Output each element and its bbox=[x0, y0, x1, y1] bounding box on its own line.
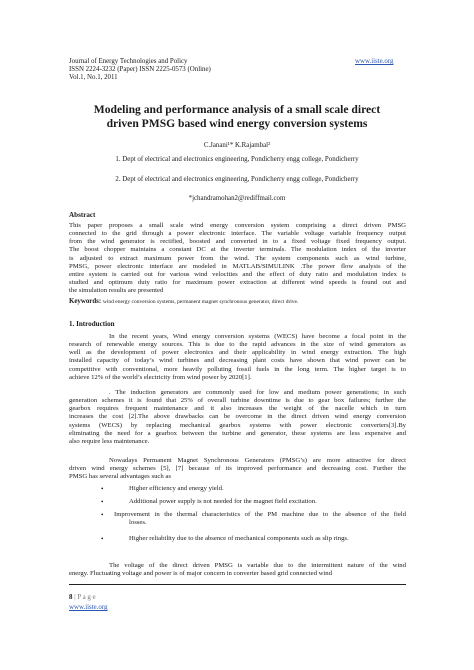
list-item-text: Additional power supply is not needed for the magnet field excitation. bbox=[129, 498, 317, 505]
affiliation-1: 1. Dept of electrical and electronics engineering, Pondicherry engg college, Pondicherry bbox=[115, 156, 359, 163]
text-line: from the wind generator is rectified, boosted and converted in to a fixed voltage fixed frequency output. bbox=[69, 238, 406, 246]
abstract-heading: Abstract bbox=[69, 211, 96, 219]
journal-header bbox=[69, 58, 211, 82]
title-line-2: driven PMSG based wind energy conversion systems bbox=[106, 117, 368, 130]
bullet-icon: • bbox=[101, 485, 104, 493]
paper-title bbox=[60, 103, 414, 131]
intro-paragraph-2 bbox=[69, 389, 406, 446]
text-line: eliminating the need for a gearbox between the turbine and generator, these systems are less expensive and bbox=[69, 429, 406, 437]
footer-site-link[interactable]: www.iiste.org bbox=[69, 604, 108, 611]
text-line: is adjusted to extract maximum power from the wind. The system components such as wind turbine, bbox=[69, 254, 406, 262]
text-line: installed capacity of today’s wind turbines and decreasing plant costs have shown that wind power can be bbox=[69, 357, 406, 365]
abstract-text bbox=[69, 222, 406, 295]
bullet-icon: • bbox=[101, 498, 104, 506]
bullet-icon: • bbox=[101, 511, 104, 519]
title-line-1: Modeling and performance analysis of a small scale direct bbox=[93, 103, 381, 116]
text-line: generation schemes it is found that 25% of overall turbine downtime is due to gear box failures; further the bbox=[69, 397, 406, 405]
text-line: Nowadays Permanent Magnet Synchronous Generators (PMSG’s) are more attractive for direct bbox=[109, 457, 406, 464]
text-line: well as the development of power electronics and their applicability in wind energy extraction. The high bbox=[69, 349, 406, 357]
text-line: In the recent years, Wind energy conversion systems (WECS) have become a focal point in the bbox=[109, 333, 406, 340]
list-item-text: Improvement in the thermal characteristics of the PM machine due to the absence of the field bbox=[114, 511, 406, 518]
text-line: entire system is carried out for various wind velocities and the effect of duty ratio and modulation index is bbox=[69, 270, 406, 278]
text-line: The voltage of the direct driven PMSG is variable due to the intermittent nature of the wind bbox=[109, 562, 406, 569]
text-line: . The induction generators are commonly used for low and medium power generations; in such bbox=[109, 389, 406, 396]
text-line: the simulation results are presented bbox=[69, 287, 164, 295]
text-line: competitive with conventional, more heavily polluting fossil fuels in the long term. The higher target is to bbox=[69, 365, 406, 373]
text-line: connected to the grid through a power electronic interface. The variable voltage variable frequency output bbox=[69, 230, 406, 238]
list-item-text: Higher reliability due to the absence of mechanical components such as slip rings. bbox=[129, 535, 349, 542]
text-line: energy. Fluctuating voltage and power is of major concern in converter based grid connected wind bbox=[69, 570, 332, 578]
text-line: The boost chopper maintains a constant DC at the inverter terminals. The modulation index of the inverter bbox=[69, 246, 406, 254]
text-line: studied and optimum duty ratio for maximum power extraction at different wind speeds is found out and bbox=[69, 279, 406, 287]
footer-rule bbox=[69, 584, 406, 585]
text-line: systems (WECS) by replacing mechanical gearbox systems with power electronic converters[3].By bbox=[69, 421, 406, 429]
text-line: This paper proposes a small scale wind energy conversion system comprising a direct driven PMSG bbox=[69, 222, 406, 229]
text-line: driven wind energy schemes [5], [7] because of its improved performance and decreasing cost. Further the bbox=[69, 465, 406, 473]
page-footer bbox=[69, 593, 96, 602]
keywords-text: wind energy conversion systems, permanent magnet synchronous generator, direct drive. bbox=[102, 299, 299, 305]
text-line: PMSG has several advantages such as bbox=[69, 473, 171, 481]
introduction-heading: 1. Introduction bbox=[69, 320, 115, 328]
intro-paragraph-1 bbox=[69, 333, 406, 382]
page-number: 8 bbox=[69, 594, 73, 601]
journal-volume: Vol.1, No.1, 2011 bbox=[69, 74, 118, 81]
list-item-text: Higher efficiency and energy yield. bbox=[129, 485, 224, 492]
text-line: increases the cost [2].The above drawbacks can be overcome in the direct driven wind energy conversion bbox=[69, 413, 406, 421]
text-line: research of renewable energy sources. This is due to the rapid advances in the size of wind generators as bbox=[69, 341, 406, 349]
page-label: P a g e bbox=[77, 594, 96, 601]
intro-paragraph-3 bbox=[69, 457, 406, 481]
text-line: also require less maintenance. bbox=[69, 437, 150, 445]
intro-paragraph-4 bbox=[69, 562, 406, 578]
list-item-text: losses. bbox=[129, 519, 147, 527]
text-line: achieve 12% of the world’s electricity from wind power by 2020[1]. bbox=[69, 373, 252, 381]
journal-name: Journal of Energy Technologies and Policy bbox=[69, 58, 188, 65]
journal-issn: ISSN 2224-3232 (Paper) ISSN 2225-0573 (Online) bbox=[69, 66, 211, 73]
author-email: *jchandramohan2@rediffmail.com bbox=[188, 195, 286, 202]
page-separator: | bbox=[74, 594, 76, 601]
header-site-link[interactable]: www.iiste.org bbox=[355, 58, 394, 65]
authors: C.Janani¹* K.Rajambal² bbox=[203, 142, 271, 149]
bullet-icon: • bbox=[101, 535, 104, 543]
keywords bbox=[69, 297, 298, 307]
keywords-label: Keywords: bbox=[69, 298, 102, 305]
affiliation-2: 2. Dept of electrical and electronics engineering, Pondicherry engg college, Pondicherry bbox=[115, 176, 359, 183]
text-line: gearbox requires frequent maintenance and it also increases the weight of the nacelle which in turn bbox=[69, 405, 406, 413]
text-line: PMSG, power electronic interface are modeled in MATLAB/SIMULINK .The power flow analysis of the bbox=[69, 262, 406, 270]
